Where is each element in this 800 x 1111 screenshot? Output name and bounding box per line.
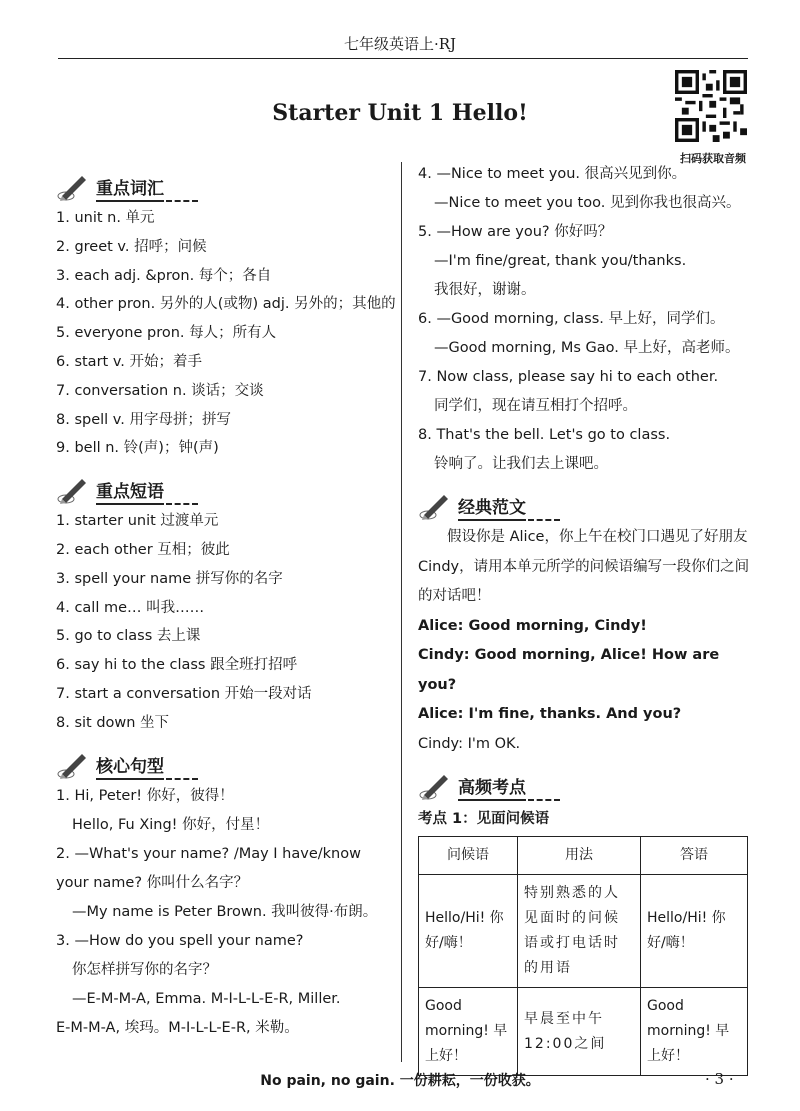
phrase-list — [56, 507, 396, 737]
sentence-line: 4. —Nice to meet you. 很高兴见到你。 — [418, 166, 687, 182]
essay-prompt: 假设你是 Alice，你上午在校门口遇见了好朋友 Cindy，请用本单元所学的问候语编写一段你们之间的对话吧！ — [418, 529, 750, 604]
sentence-list-left — [56, 782, 396, 1043]
sentence-line: 你怎样拼写你的名字？ — [72, 961, 217, 978]
title-dashes — [528, 799, 560, 801]
table-header: 用法 — [518, 837, 641, 875]
list-item: 3. spell your name 拼写你的名字 — [56, 570, 283, 587]
sentence-line: 3. —How do you spell your name? — [56, 932, 304, 949]
title-dashes — [166, 200, 198, 202]
list-item: 7. start a conversation 开始一段对话 — [56, 685, 312, 702]
vocab-list — [56, 204, 396, 463]
left-column — [56, 160, 396, 1043]
list-item: 9. bell n. 铃(声)；钟(声) — [56, 440, 219, 457]
section-header-essay — [418, 483, 758, 521]
list-item: 1. starter unit 过渡单元 — [56, 513, 219, 530]
dialogue-line: Cindy: Good morning, Alice! How are you? — [418, 647, 720, 693]
sentence-line: 同学们，现在请互相打个招呼。 — [434, 398, 637, 414]
list-item: 3. each adj. &pron. 每个；各自 — [56, 267, 272, 284]
section-title: 重点词汇 — [96, 174, 164, 202]
pen-icon — [56, 475, 90, 505]
sentence-line: 1. Hi, Peter! 你好，彼得！ — [56, 787, 234, 804]
table-row — [419, 988, 748, 1076]
sentence-line: 铃响了。让我们去上课吧。 — [434, 456, 608, 472]
page-header: 七年级英语上·RJ — [343, 35, 457, 53]
header-rule — [58, 58, 748, 59]
table-header-row — [419, 837, 748, 875]
table-cell: 特别熟悉的人见面时的问候语或打电话时的用语 — [518, 875, 641, 988]
table-cell: 早晨至中午12:00之间 — [518, 988, 641, 1076]
sentence-line: —Nice to meet you too. 见到你我也很高兴。 — [434, 195, 741, 211]
sentence-list-right — [418, 160, 758, 479]
table-cell: Good morning! 早上好！ — [641, 988, 748, 1076]
list-item: 8. spell v. 用字母拼；拼写 — [56, 411, 231, 428]
sentence-line: —My name is Peter Brown. 我叫彼得·布朗。 — [72, 903, 378, 920]
section-header-phrases — [56, 467, 396, 505]
sentence-line: Hello, Fu Xing! 你好，付星！ — [72, 816, 270, 833]
list-item: 5. everyone pron. 每人；所有人 — [56, 325, 277, 342]
pen-icon — [56, 172, 90, 202]
list-item: 4. call me… 叫我…… — [56, 599, 205, 616]
greeting-table — [418, 836, 748, 1076]
dialogue-line: Alice: Good morning, Cindy! — [418, 617, 647, 634]
list-item: 7. conversation n. 谈话；交谈 — [56, 382, 264, 399]
sentence-line: 6. —Good morning, class. 早上好，同学们。 — [418, 311, 725, 327]
sentence-line: E-M-M-A, 埃玛。M-I-L-L-E-R, 米勒。 — [56, 1019, 299, 1036]
pen-icon — [418, 491, 452, 521]
title-dashes — [528, 519, 560, 521]
column-divider — [401, 162, 402, 1062]
title-dashes — [166, 503, 198, 505]
list-item: 5. go to class 去上课 — [56, 628, 201, 645]
sentence-line: 8. That's the bell. Let's go to class. — [418, 427, 671, 443]
table-cell: Good morning! 早上好！ — [419, 988, 518, 1076]
right-column — [418, 160, 758, 1076]
sentence-line: —E-M-M-A, Emma. M-I-L-L-E-R, Miller. — [72, 990, 341, 1007]
list-item: 4. other pron. 另外的人(或物) adj. 另外的；其他的 — [56, 296, 396, 313]
pen-icon — [56, 750, 90, 780]
table-header: 问候语 — [419, 837, 518, 875]
sentence-line: 2. —What's your name? /May I have/know your name? 你叫什么名字？ — [56, 845, 361, 891]
essay-block — [418, 523, 758, 759]
sentence-line: 我很好，谢谢。 — [434, 282, 536, 298]
list-item: 6. say hi to the class 跟全班打招呼 — [56, 657, 298, 674]
title-dashes — [166, 778, 198, 780]
list-item: 8. sit down 坐下 — [56, 714, 170, 731]
section-title: 重点短语 — [96, 477, 164, 505]
sentence-line: 5. —How are you? 你好吗？ — [418, 224, 613, 240]
list-item: 1. unit n. 单元 — [56, 210, 155, 226]
table-row — [419, 875, 748, 988]
qr-code-icon[interactable] — [675, 70, 747, 142]
sentence-line: —I'm fine/great, thank you/thanks. — [434, 253, 687, 269]
footer-motto: No pain, no gain. 一份耕耘，一份收获。 — [260, 1073, 540, 1089]
section-header-points — [418, 763, 758, 801]
dialogue-line: Alice: I'm fine, thanks. And you? — [418, 706, 682, 722]
section-title: 高频考点 — [458, 773, 526, 801]
unit-title: Starter Unit 1 Hello! — [272, 100, 528, 126]
page-number: · 3 · — [705, 1070, 734, 1088]
list-item: 6. start v. 开始；着手 — [56, 353, 202, 370]
dialogue-line: Cindy: I'm OK. — [418, 735, 521, 752]
table-cell: Hello/Hi! 你好/嗨！ — [641, 875, 748, 988]
table-cell: Hello/Hi! 你好/嗨！ — [419, 875, 518, 988]
section-title: 经典范文 — [458, 493, 526, 521]
qr-caption: 扫码获取音频 — [680, 152, 746, 165]
pen-icon — [418, 771, 452, 801]
list-item: 2. greet v. 招呼；问候 — [56, 238, 207, 255]
section-header-vocab — [56, 164, 396, 202]
list-item: 2. each other 互相；彼此 — [56, 541, 230, 558]
sentence-line: 7. Now class, please say hi to each other. — [418, 369, 719, 385]
sentence-line: —Good morning, Ms Gao. 早上好，高老师。 — [434, 340, 740, 356]
table-header: 答语 — [641, 837, 748, 875]
section-title: 核心句型 — [96, 752, 164, 780]
section-header-sentences — [56, 742, 396, 780]
point-subtitle: 考点 1：见面问候语 — [418, 811, 550, 827]
